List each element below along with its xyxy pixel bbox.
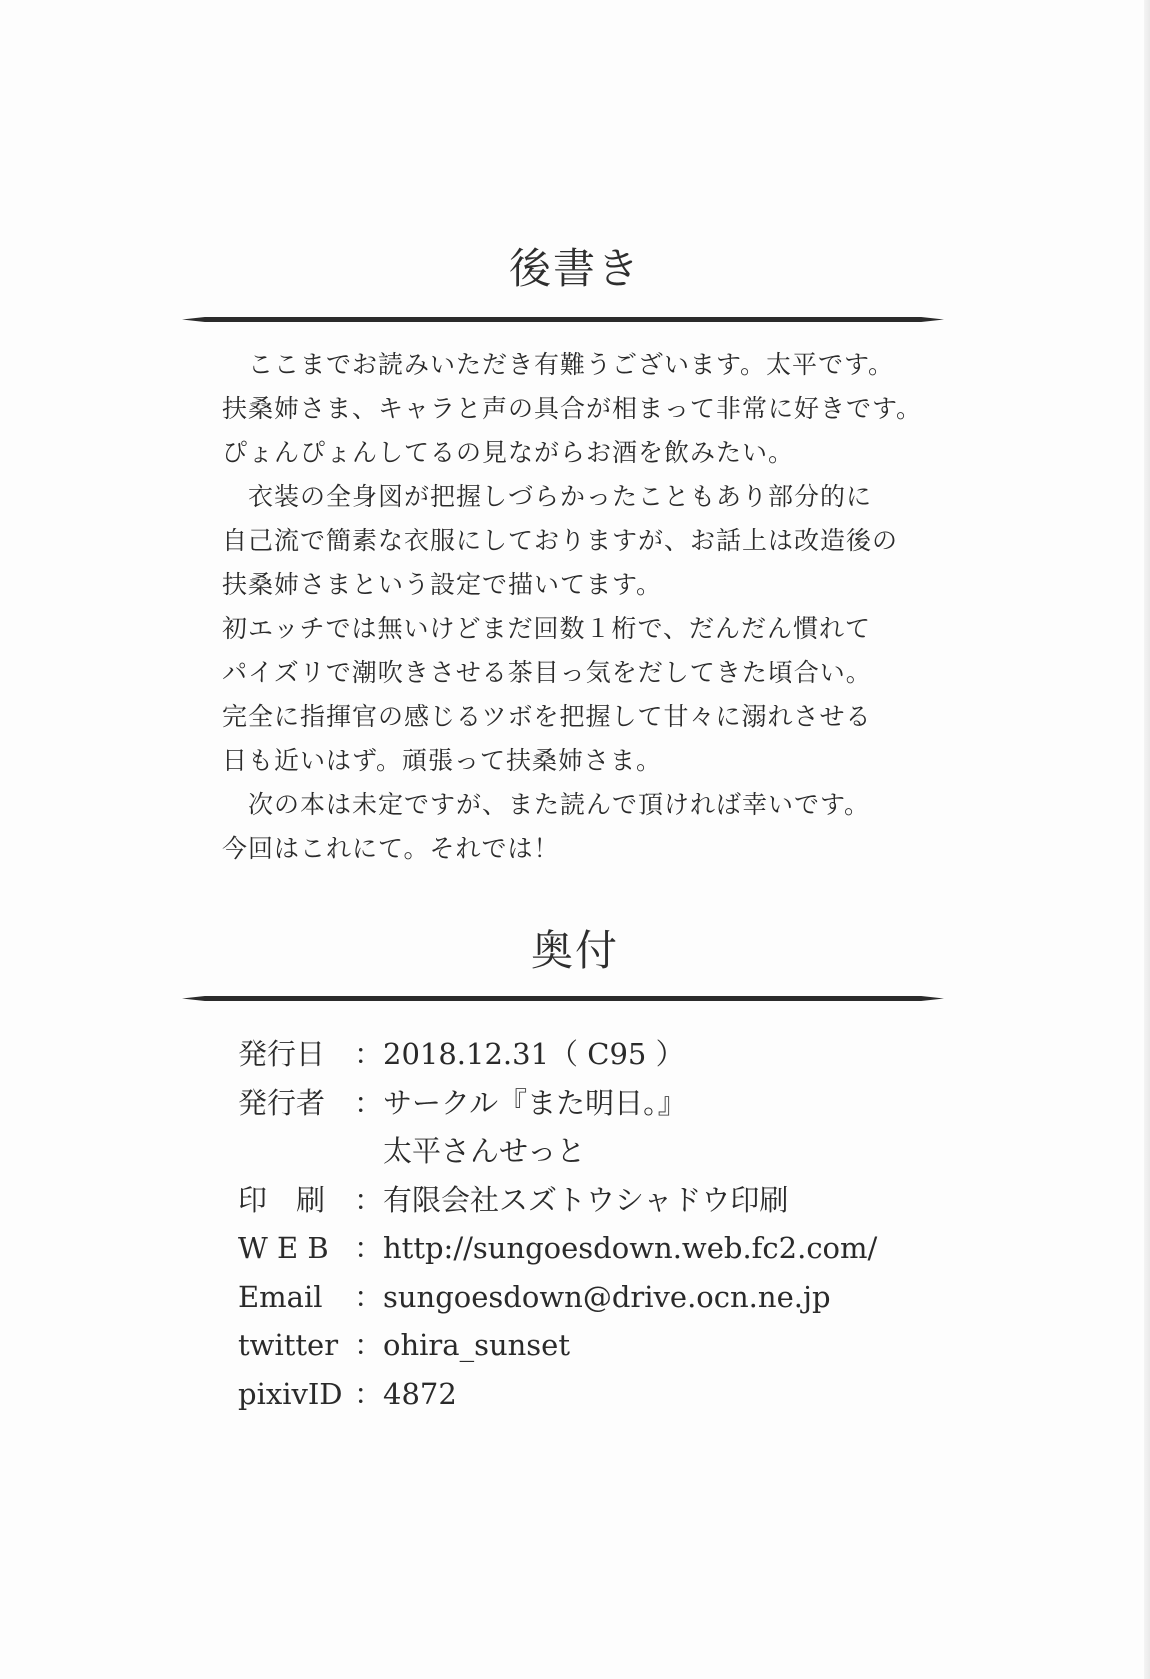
colophon-label: 印 刷 [238,1182,326,1217]
colophon-label: twitter [238,1328,339,1362]
afterword-line: 完全に指揮官の感じるツボを把握して甘々に溺れさせる [222,702,872,731]
colophon-row-publisher [238,1079,958,1128]
colophon-label: W E B [238,1231,329,1265]
afterword-line: 次の本は未定ですが、また読んで頂ければ幸いです。 [222,790,871,819]
colophon-list [238,1030,958,1418]
colophon-value: ：sungoesdown@drive.ocn.ne.jp [354,1279,831,1314]
colophon-label: 発行日 [238,1037,326,1071]
colophon-value: ：ohira_sunset [354,1328,570,1362]
colophon-row-email [238,1273,958,1322]
colophon-value: ：サークル『また明日。』 [354,1085,687,1120]
afterword-line: 扶桑姉さま、キャラと声の具合が相まって非常に好きです。 [222,394,923,423]
afterword-line: 日も近いはず。頑張って扶桑姉さま。 [222,746,663,775]
colophon-row-publisher-name [238,1127,958,1176]
colophon-row-printer [238,1176,958,1225]
afterword-line: ここまでお読みいただき有難うございます。太平です。 [222,350,895,379]
colophon-label: 発行者 [238,1085,326,1120]
afterword-body [222,343,922,871]
afterword-line: 扶桑姉さまという設定で描いてます。 [222,570,663,599]
afterword-line: パイズリで潮吹きさせる茶目っ気をだしてきた頃合い。 [222,658,872,687]
afterword-divider [182,317,944,322]
colophon-value: ：2018.12.31（ C95 ） [354,1037,685,1071]
colophon-row-date [238,1030,958,1079]
colophon-value: ：4872 [354,1376,457,1411]
afterword-line: 衣装の全身図が把握しづらかったこともあり部分的に [222,482,873,511]
afterword-line: ぴょんぴょんしてるの見ながらお酒を飲みたい。 [222,438,795,467]
colophon-title: 奥付 [530,926,619,975]
colophon-row-pixiv [238,1370,958,1419]
afterword-title: 後書き [508,244,641,293]
colophon-value: 太平さんせっと [354,1134,586,1168]
colophon-divider [182,996,944,1001]
colophon-row-twitter [238,1321,958,1370]
colophon-label: pixivID [238,1376,343,1411]
colophon-value: ：有限会社スズトウシャドウ印刷 [354,1182,789,1217]
colophon-label: Email [238,1279,323,1314]
colophon-value: ：http://sungoesdown.web.fc2.com/ [354,1231,878,1265]
colophon-row-web [238,1224,958,1273]
afterword-line: 今回はこれにて。それでは！ [222,834,560,863]
afterword-line: 初エッチでは無いけどまだ回数１桁で、だんだん慣れて [222,614,872,643]
afterword-line: 自己流で簡素な衣服にしておりますが、お話上は改造後の [222,526,899,555]
